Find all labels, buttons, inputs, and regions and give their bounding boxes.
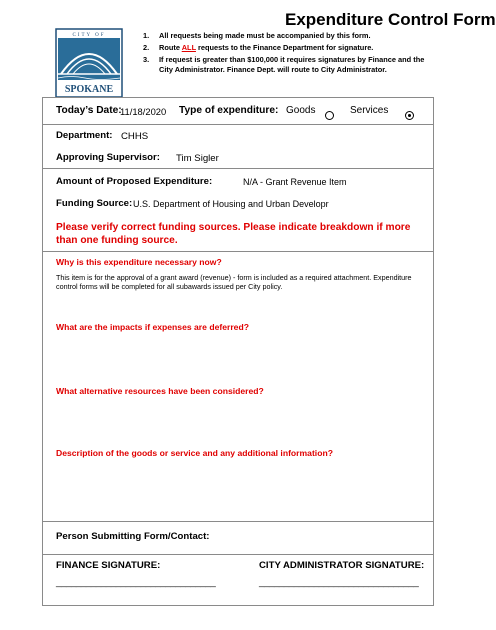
description-label: Description of the goods or service and any additional information? (56, 448, 333, 458)
supervisor-value[interactable]: Tim Sigler (176, 153, 219, 164)
services-radio[interactable] (405, 111, 414, 120)
why-necessary-answer[interactable]: This item is for the approval of a grant award (revenue) - form is included as a required attachment. Expenditure control forms will be completed for all subawards issued per City policy. (56, 273, 412, 291)
finance-signature-line[interactable]: ________________________________ (56, 577, 216, 588)
amount-value[interactable]: N/A - Grant Revenue Item (243, 177, 347, 187)
instruction-item: 1. All requests being made must be accompanied by this form. (143, 31, 371, 40)
why-necessary-label: Why is this expenditure necessary now? (56, 257, 222, 267)
expenditure-type-label: Type of expenditure: (179, 105, 279, 116)
city-of-spokane-logo (55, 28, 123, 98)
services-option-label: Services (350, 105, 389, 116)
signatures-section (42, 554, 434, 606)
instructions (143, 31, 428, 77)
funding-source-label: Funding Source: (56, 198, 133, 209)
todays-date-label: Today’s Date: (56, 105, 122, 116)
divider (43, 521, 433, 522)
form-title: Expenditure Control Form (285, 10, 496, 29)
person-submitting-label: Person Submitting Form/Contact: (56, 531, 210, 542)
goods-option-label: Goods (286, 105, 316, 116)
funding-warning: Please verify correct funding sources. Please indicate breakdown if more than one funding source. (56, 222, 411, 246)
finance-signature-label: FINANCE SIGNATURE: (56, 560, 161, 571)
department-label: Department: (56, 130, 113, 141)
alternative-resources-label: What alternative resources have been considered? (56, 386, 264, 396)
divider (43, 168, 433, 169)
all-emphasis: ALL (181, 43, 196, 52)
todays-date-value[interactable]: 11/18/2020 (120, 106, 167, 117)
supervisor-label: Approving Supervisor: (56, 152, 160, 163)
instruction-item: 2. Route ALL requests to the Finance Department for signature. (143, 43, 374, 52)
department-value[interactable]: CHHS (121, 131, 149, 142)
goods-radio[interactable] (325, 111, 334, 120)
city-administrator-signature-label: CITY ADMINISTRATOR SIGNATURE: (259, 560, 425, 571)
impacts-deferred-label: What are the impacts if expenses are deferred? (56, 322, 249, 332)
city-administrator-signature-line[interactable]: ________________________________ (259, 577, 419, 588)
amount-label: Amount of Proposed Expenditure: (56, 176, 213, 187)
divider (43, 251, 433, 252)
logo-top-text: CITY OF (72, 33, 106, 38)
form-main-section (42, 124, 434, 555)
logo-bottom-text: SPOKANE (64, 84, 114, 95)
funding-source-value[interactable]: U.S. Department of Housing and Urban Developr (133, 199, 329, 209)
date-type-row (42, 97, 434, 125)
instruction-item: 3. If request is greater than $100,000 it requires signatures by Finance and the City Administrator. Finance Dept. will route to City Administrator. (143, 55, 425, 74)
